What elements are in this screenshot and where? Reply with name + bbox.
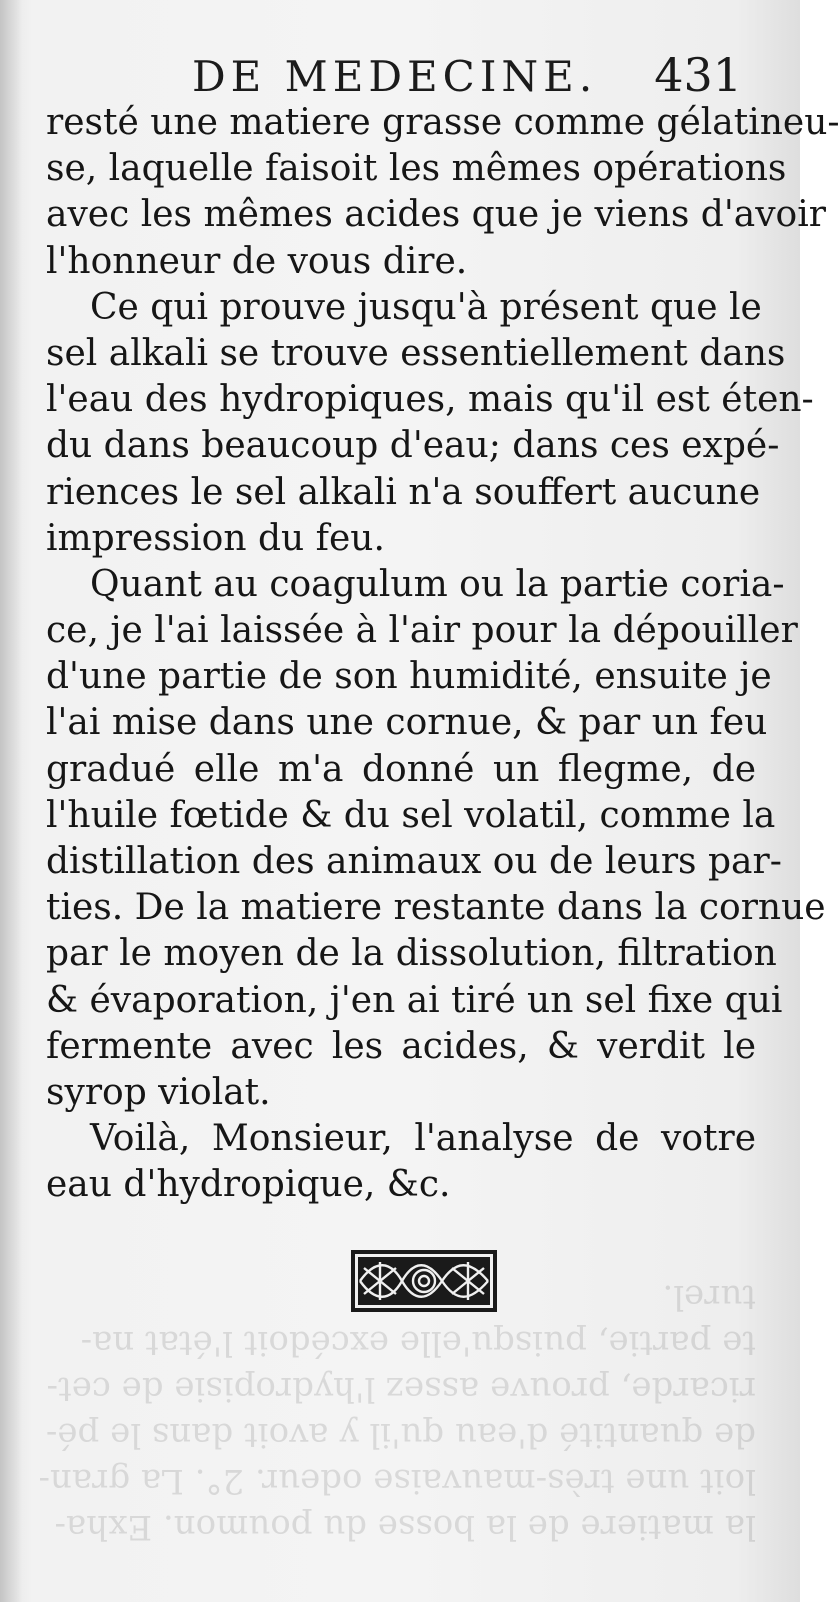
text-line: sel alkali se trouve essentiellement dans [46, 332, 786, 374]
text-line: ce, je l'ai laissée à l'air pour la dépouiller [46, 610, 798, 652]
text-line: riences le sel alkali n'a souffert aucune [46, 471, 761, 513]
show-through-line: loit une très-mauvaise odeur. 2°. La gran- [38, 1461, 756, 1501]
show-through-line: te partie, puisqu'elle excédoit l'état na- [80, 1323, 756, 1363]
paragraph [46, 285, 814, 562]
show-through-line: ricarde, prouve assez l'hydropisie de cet- [46, 1369, 756, 1409]
paragraph [46, 562, 826, 1116]
text-line: gradué elle m'a donné un flegme, de [46, 748, 756, 790]
text-line: l'huile fœtide & du sel volatil, comme la [46, 794, 776, 836]
printers-ornament [350, 1248, 498, 1314]
text-line: par le moyen de la dissolution, filtration [46, 933, 777, 975]
show-through-line: turel. [662, 1277, 756, 1317]
paragraph [46, 1116, 756, 1208]
page-number: 431 [654, 48, 742, 102]
text-line: l'honneur de vous dire. [46, 240, 468, 282]
text-line: distillation des animaux ou de leurs par- [46, 841, 782, 882]
paragraph [46, 100, 840, 285]
page-gutter-shadow [0, 0, 22, 1602]
text-line: resté une matiere grasse comme gélatineu- [46, 102, 840, 143]
text-line: fermente avec les acides, & verdit le [46, 1025, 756, 1067]
body-text [46, 100, 840, 1209]
show-through-line: de quantité d'eau qu'il y avoit dans le pé- [45, 1415, 756, 1455]
text-line: Ce qui prouve jusqu'à présent que le [90, 286, 762, 328]
text-line: l'eau des hydropiques, mais qu'il est éten- [46, 379, 814, 421]
text-line: avec les mêmes acides que je viens d'avoir [46, 194, 826, 236]
text-line: syrop violat. [46, 1071, 271, 1113]
text-line: & évaporation, j'en ai tiré un sel fixe qui [46, 979, 783, 1021]
page-header [48, 44, 748, 100]
text-line: l'ai mise dans une cornue, & par un feu [46, 702, 768, 744]
text-line: du dans beaucoup d'eau; dans ces expé- [46, 425, 780, 467]
text-line: Voilà, Monsieur, l'analyse de votre [90, 1118, 756, 1160]
text-line: ties. De la matiere restante dans la cornue [46, 887, 826, 929]
text-line: eau d'hydropique, &c. [46, 1164, 451, 1206]
text-line: Quant au coagulum ou la partie coria- [90, 563, 785, 605]
text-line: impression du feu. [46, 517, 385, 559]
show-through-line: la matiere de la bosse du poumon. Exha- [54, 1507, 756, 1547]
text-line: d'une partie de son humidité, ensuite je [46, 656, 772, 698]
running-title: DE MEDECINE. [192, 52, 598, 101]
text-line: se, laquelle faisoit les mêmes opérations [46, 148, 787, 190]
